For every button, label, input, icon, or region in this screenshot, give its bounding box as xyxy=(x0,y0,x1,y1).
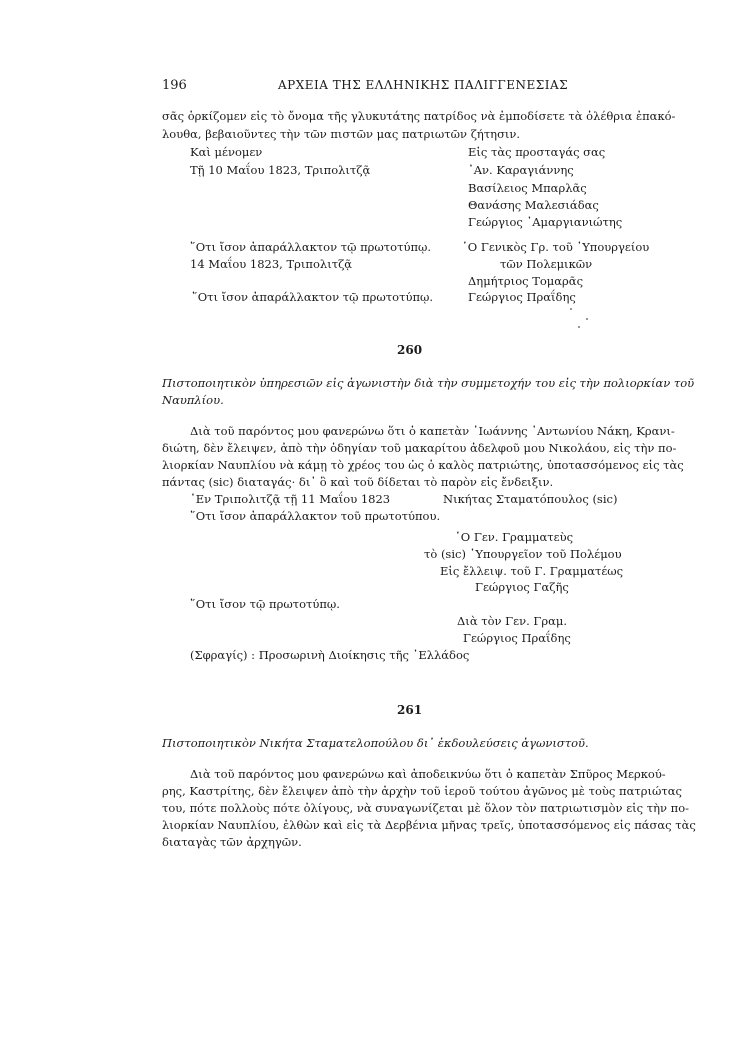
document-number: 261 xyxy=(397,703,423,717)
text-line: λουθα, βεβαιοῦντες τὴν τῶν πιστῶν μας πατριωτῶν ζήτησιν. xyxy=(162,127,521,141)
body-line: πάντας (sic) διαταγάς· δι᾿ ὃ καὶ τοῦ δίδεται τὸ παρὸν εἰς ἔνδειξιν. xyxy=(162,475,554,489)
body-line: ρης, Καστρίτης, δὲν ἔλειψεν ἀπὸ τὴν ἀρχὴν τοῦ ἱεροῦ τούτου ἀγῶνος μὲ τοὺς πατριώτας xyxy=(162,784,682,798)
document-title: Ναυπλίου. xyxy=(162,393,224,407)
signatory: Δημήτριος Τομαρᾶς xyxy=(468,274,584,288)
body-line: λιορκίαν Ναυπλίου, ἐλθὼν καὶ εἰς τὰ Δερβένια μῆνας τρεῖς, ὑποτασσόμενος εἰς πάσας τὰς xyxy=(162,818,696,832)
document-title: Πιστοποιητικὸν Νικήτα Σταματελοπούλου δι᾿ ἐκδουλεύσεις ἀγωνιστοῦ. xyxy=(162,736,589,750)
closing-left: Καὶ μένομεν xyxy=(190,145,263,159)
scan-speck xyxy=(578,326,580,328)
body-line: διαταγὰς τῶν ἀρχηγῶν. xyxy=(162,835,302,849)
date-line: Τῇ 10 Μαΐου 1823, Τριπολιτζᾷ xyxy=(190,163,371,177)
page-number: 196 xyxy=(162,78,187,93)
place-date: ᾿Εν Τριπολιτζᾷ τῇ 11 Μαΐου 1823 xyxy=(190,492,391,506)
scan-speck xyxy=(586,318,588,320)
secretary-sign: Γεώργιος Πραΐδης xyxy=(463,631,571,645)
signatory: Θανάσης Μαλεσιάδας xyxy=(468,198,599,212)
scan-speck xyxy=(570,308,572,310)
signatory: ᾿Αν. Καραγιάννης xyxy=(468,163,574,177)
closing-right: Εἰς τὰς προσταγάς σας xyxy=(468,145,606,159)
body-line: Διὰ τοῦ παρόντος μου φανερώνω καὶ ἀποδεικνύω ὅτι ὁ καπετὰν Σπῦρος Μερκού- xyxy=(190,767,666,781)
signatory: Βασίλειος Μπαρλᾶς xyxy=(468,181,587,195)
certification-line: ῞Οτι ἴσον τῷ πρωτοτύπῳ. xyxy=(190,597,340,611)
signer: Νικήτας Σταματόπουλος (sic) xyxy=(443,492,618,506)
running-title: ΑΡΧΕΙΑ ΤΗΣ ΕΛΛΗΝΙΚΗΣ ΠΑΛΙΓΓΕΝΕΣΙΑΣ xyxy=(278,78,569,92)
document-title: Πιστοποιητικὸν ὑπηρεσιῶν εἰς ἀγωνιστὴν διὰ τὴν συμμετοχήν του εἰς τὴν πολιορκίαν τοῦ xyxy=(162,376,695,390)
certification-date: 14 Μαΐου 1823, Τριπολιτζᾷ xyxy=(190,257,353,271)
signatory: Γεώργιος Πραΐδης xyxy=(468,290,576,304)
certification-line: ῞Οτι ἴσον ἀπαράλλακτον τῷ πρωτοτύπῳ. xyxy=(190,240,432,254)
seal-line: (Σφραγίς) : Προσωρινὴ Διοίκησις τῆς ῾Ελλάδος xyxy=(190,648,470,662)
body-line: του, πότε πολλοὺς πότε ὀλίγους, νὰ συναγωνίζεται μὲ ὅλον τὸν πατριωτισμὸν εἰς τὴν πο- xyxy=(162,801,690,815)
signatory: Γεώργιος ᾿Αμαργιανιώτης xyxy=(468,215,623,229)
ministry-secretary: ῾Ο Γενικὸς Γρ. τοῦ ῾Υπουργείου xyxy=(462,240,650,254)
document-number: 260 xyxy=(397,343,423,357)
body-line: Διὰ τοῦ παρόντος μου φανερώνω ὅτι ὁ καπετὰν ᾿Ιωάννης ᾿Αντωνίου Νάκη, Κρανι- xyxy=(190,424,675,438)
body-line: διώτη, δὲν ἔλειψεν, ἀπὸ τὴν ὁδηγίαν τοῦ μακαρίτου ἀδελφοῦ μου Νικολάου, εἰς τὴν πο- xyxy=(162,441,677,455)
secretary-line: τὸ (sic) ῾Υπουργεῖον τοῦ Πολέμου xyxy=(424,547,622,561)
secretary-line: Διὰ τὸν Γεν. Γραμ. xyxy=(457,614,568,628)
secretary-sign: Γεώργιος Γαζῆς xyxy=(475,580,569,594)
certification-line: ῞Οτι ἴσον ἀπαράλλακτον τῷ πρωτοτύπῳ. xyxy=(192,290,434,304)
ministry-name: τῶν Πολεμικῶν xyxy=(500,257,593,271)
secretary-line: Εἰς ἔλλειψ. τοῦ Γ. Γραμματέως xyxy=(440,564,624,578)
secretary-line: ῾Ο Γεν. Γραμματεὺς xyxy=(455,530,574,544)
body-line: λιορκίαν Ναυπλίου νὰ κάμῃ τὸ χρέος του ὡς ὁ καλὸς πατριώτης, ὑποτασσόμενος εἰς τὰς xyxy=(162,458,684,472)
certification-line: ῞Οτι ἴσον ἀπαράλλακτον τοῦ πρωτοτύπου. xyxy=(190,509,441,523)
text-line: σᾶς ὁρκίζομεν εἰς τὸ ὄνομα τῆς γλυκυτάτης πατρίδος νὰ ἐμποδίσετε τὰ ὀλέθρια ἐπακό- xyxy=(162,109,676,123)
